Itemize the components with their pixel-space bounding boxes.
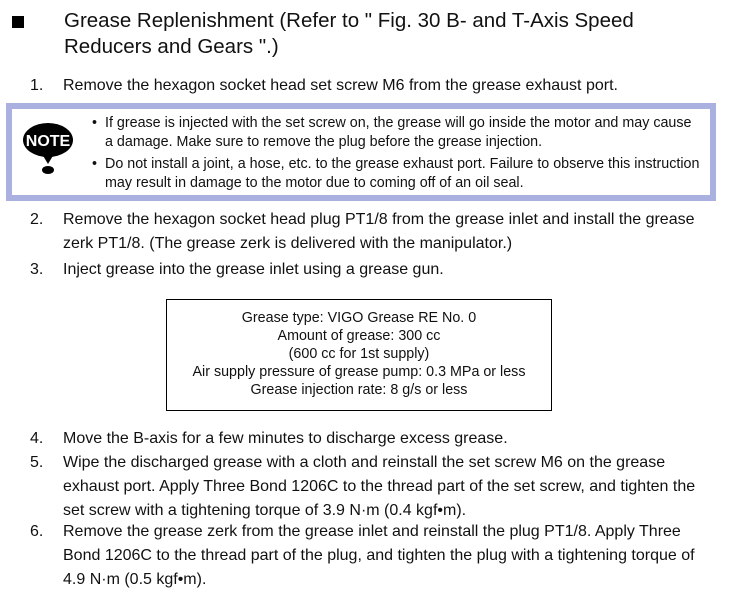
spec-line: Grease injection rate: 8 g/s or less	[250, 382, 468, 398]
note-icon-label: NOTE	[25, 133, 71, 150]
spec-line: Grease type: VIGO Grease RE No. 0	[241, 310, 477, 326]
note-text	[92, 114, 702, 196]
step-text: Inject grease into the grease inlet using a grease gun.	[63, 261, 444, 278]
step-text: Move the B-axis for a few minutes to discharge excess grease.	[63, 430, 508, 447]
step-number: 4.	[30, 430, 44, 447]
step-number: 6.	[30, 523, 44, 540]
note-box	[6, 103, 716, 201]
note-item-text: If grease is injected with the set screw on, the grease will go inside the motor and may cause a damage. Make sure to remove the plug before the grease injection.	[105, 115, 692, 150]
step-text: Remove the hexagon socket head plug PT1/8 from the grease inlet and install the grease zerk PT1/8. (The grease zerk is delivered with the manipulator.)	[63, 211, 695, 252]
step-text: Remove the grease zerk from the grease inlet and reinstall the plug PT1/8. Apply Three Bond 1206C to the thread part of the plug, and tighten the plug with a tightening torque of 4.9 N·m (0.5 kgf•m).	[63, 523, 695, 588]
spec-line: (600 cc for 1st supply)	[288, 346, 430, 362]
note-item: • If grease is injected with the set screw on, the grease will go inside the motor and may cause a damage. Make sure to remove the plug before the grease injection.	[92, 115, 692, 150]
spec-line: Air supply pressure of grease pump: 0.3 MPa or less	[192, 364, 526, 380]
spec-line: Amount of grease: 300 cc	[277, 328, 441, 344]
step-number: 1.	[30, 77, 44, 94]
note-item-text: Do not install a joint, a hose, etc. to the grease exhaust port. Failure to observe this instruction may result in damage to the motor due to coming off of an oil seal.	[105, 156, 700, 191]
step-number: 5.	[30, 454, 44, 471]
square-bullet-icon	[12, 16, 24, 28]
section-title: Grease Replenishment (Refer to " Fig. 30 B- and T-Axis Speed Reducers and Gears ".)	[64, 9, 634, 58]
note-item: • Do not install a joint, a hose, etc. to the grease exhaust port. Failure to observe this instruction may result in damage to the motor due to coming off of an oil seal.	[92, 156, 700, 191]
grease-spec-box	[166, 299, 552, 411]
step-number: 3.	[30, 261, 44, 278]
step-text: Wipe the discharged grease with a cloth and reinstall the set screw M6 on the grease exhaust port. Apply Three Bond 1206C to the thread part of the set screw, and tighten the set screw with a tightening torque of 3.9 N·m (0.4 kgf•m).	[63, 454, 696, 519]
note-icon	[22, 120, 74, 176]
step-text: Remove the hexagon socket head set screw M6 from the grease exhaust port.	[63, 77, 618, 94]
step-number: 2.	[30, 211, 44, 228]
